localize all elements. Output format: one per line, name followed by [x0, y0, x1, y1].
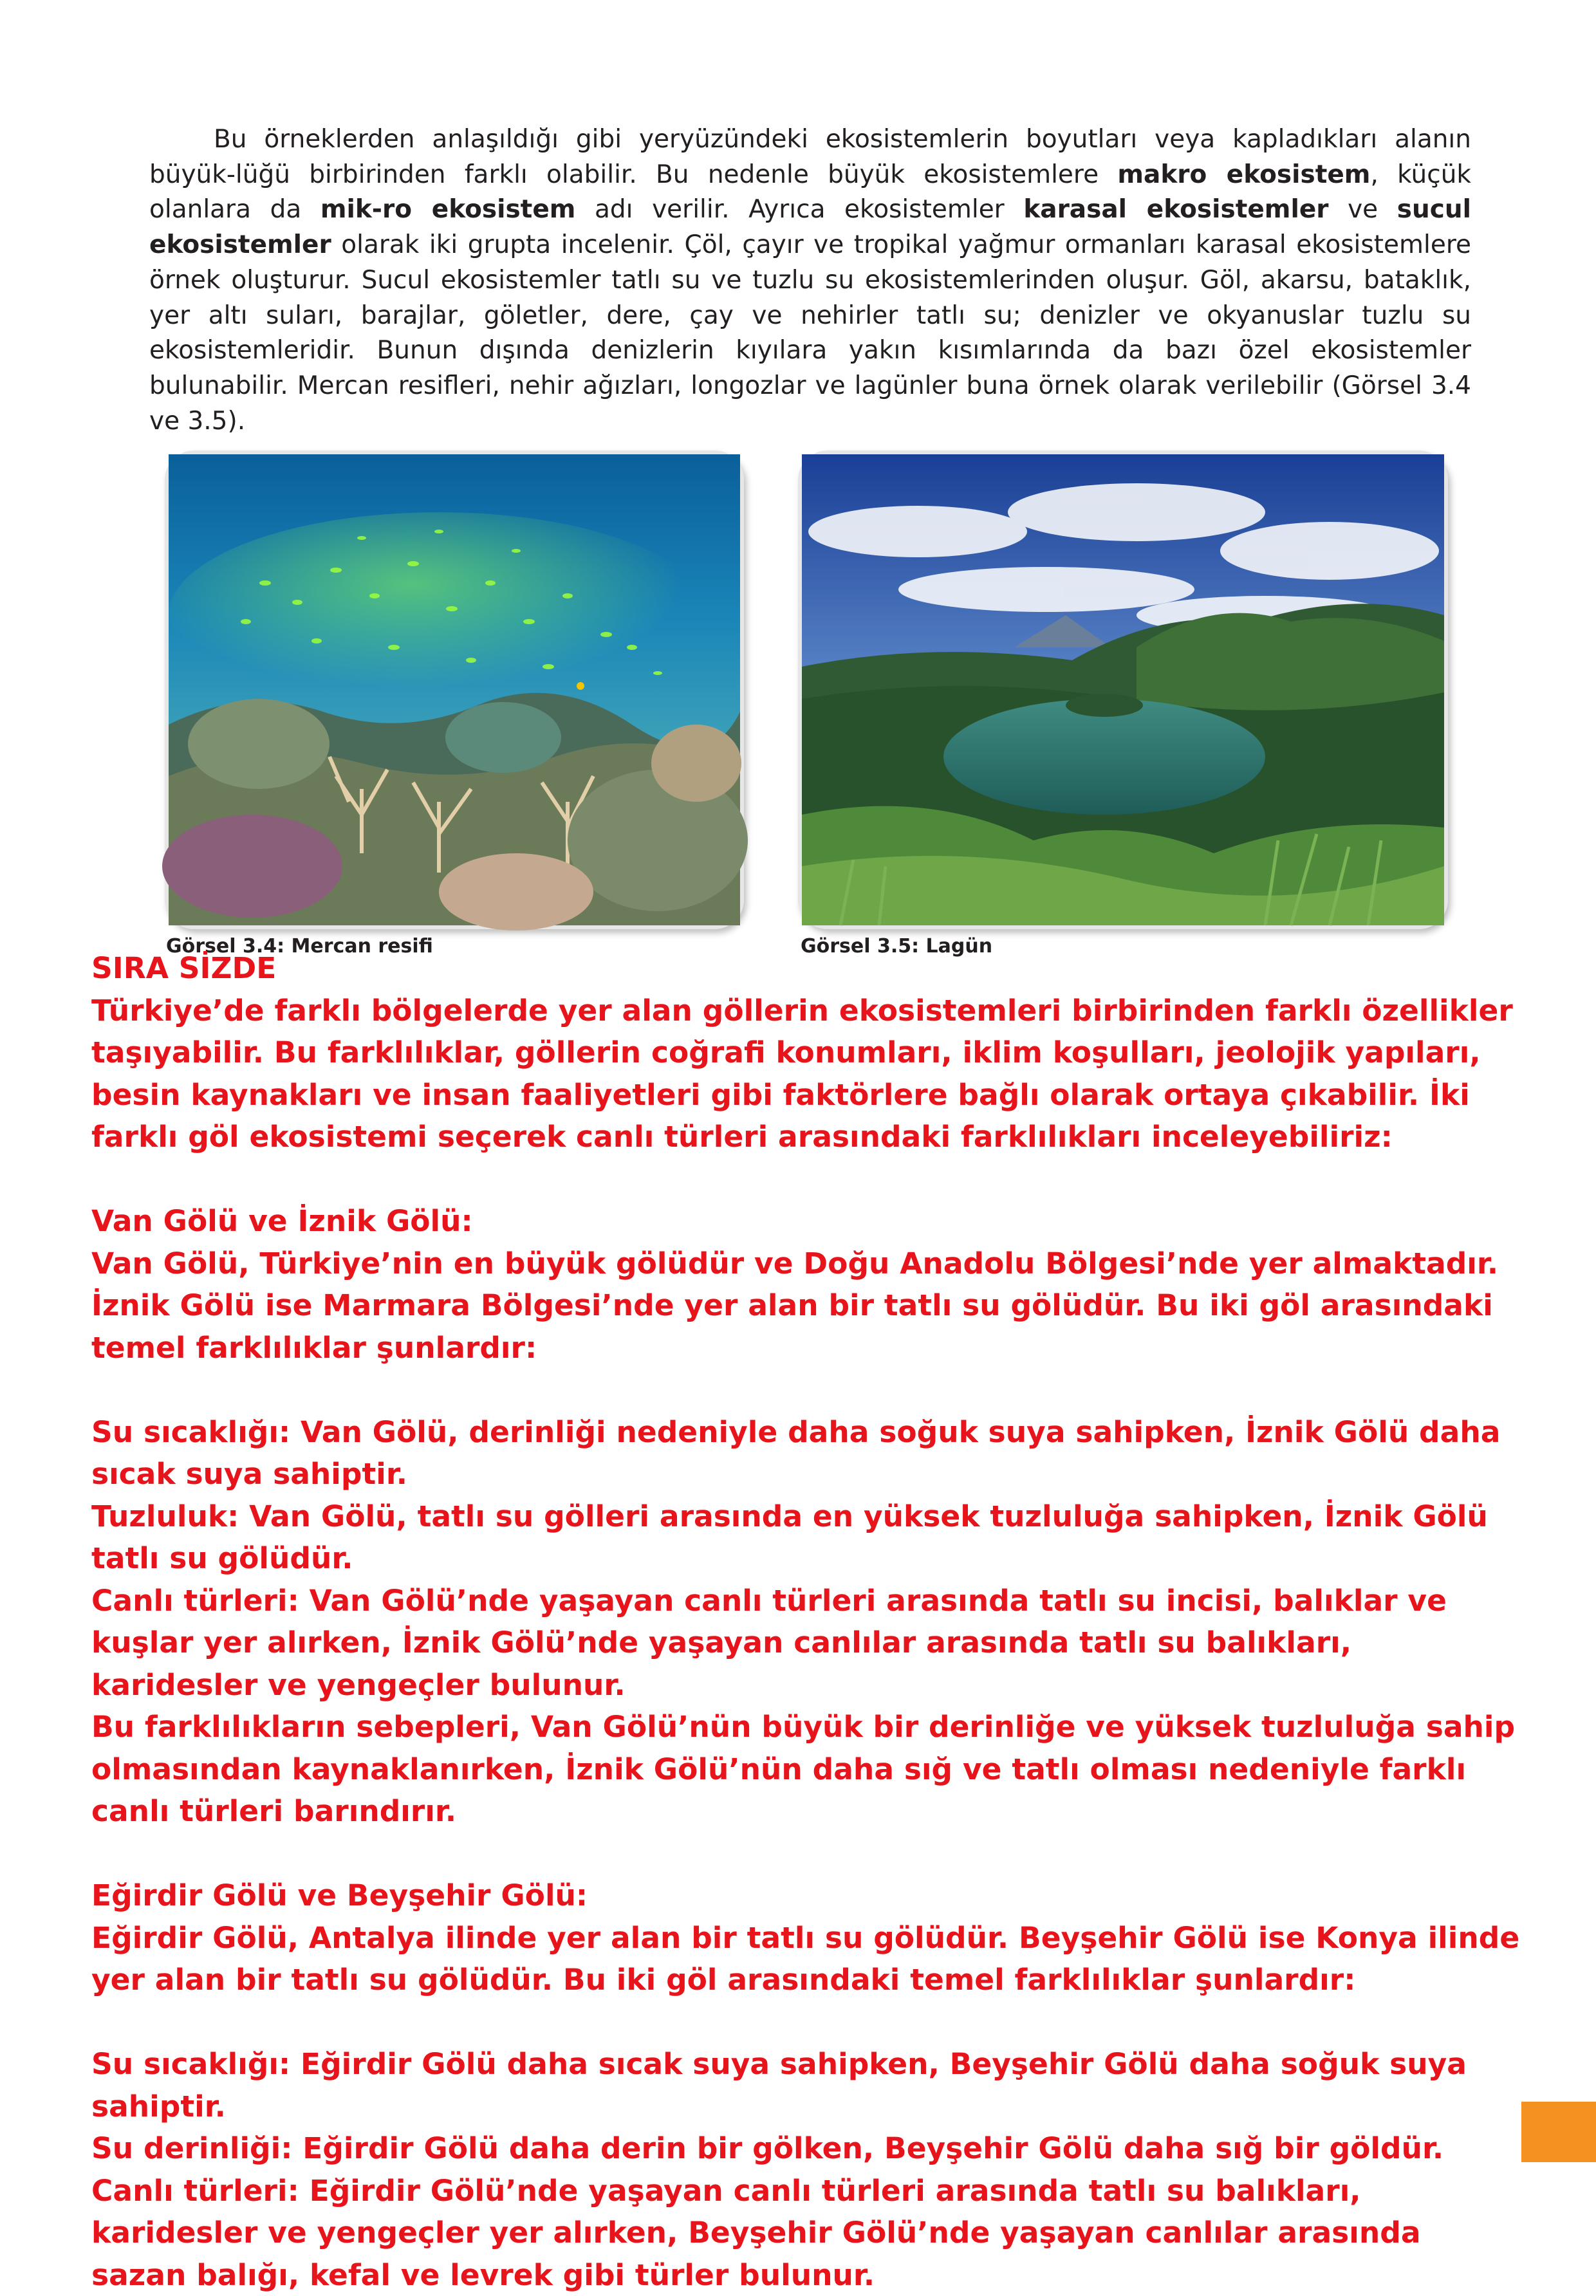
- pair1-species: Canlı türleri: Van Gölü’nde yaşayan canlı türleri arasında tatlı su incisi, balıklar ve kuşlar yer alırken, İznik Gölü’nde yaşayan canlılar arasında tatlı su balıkları, karidesler ve yengeçler bulunur.: [91, 1580, 1520, 1707]
- pair1-heading: Van Gölü ve İznik Gölü:: [91, 1200, 1520, 1243]
- pair2-depth: Su derinliği: Eğirdir Gölü daha derin bir gölken, Beyşehir Gölü daha sığ bir göldür.: [91, 2127, 1520, 2170]
- pair1-salinity: Tuzluluk: Van Gölü, tatlı su gölleri arasında en yüksek tuzluluğa sahipken, İznik Gölü tatlı su gölüdür.: [91, 1495, 1520, 1580]
- pair2-heading: Eğirdir Gölü ve Beyşehir Gölü:: [91, 1875, 1520, 1917]
- caption-left: Görsel 3.4: Mercan resifi: [166, 937, 433, 946]
- section-title: SIRA SİZDE: [91, 947, 1520, 990]
- pair2-intro: Eğirdir Gölü, Antalya ilinde yer alan bir tatlı su gölüdür. Beyşehir Gölü ise Konya ilinde yer alan bir tatlı su gölüdür. Bu iki göl arasındaki temel farklılıklar şunlardır:: [91, 1917, 1520, 2001]
- pair2-temperature: Su sıcaklığı: Eğirdir Gölü daha sıcak suya sahipken, Beyşehir Gölü daha soğuk suya sahiptir.: [91, 2043, 1520, 2127]
- coral-reef-photo: [165, 450, 744, 929]
- caption-right: Görsel 3.5: Lagün: [801, 937, 992, 946]
- page-edge-tab: [1521, 2102, 1596, 2162]
- intro-paragraph: Bu örneklerden anlaşıldığı gibi yeryüzündeki ekosistemlerin boyutları veya kapladıkları alanın büyük-lüğü birbirinden farklı olabilir. Bu nedenle büyük ekosistemlere makro ekosistem, küçük olanlara da mik-ro ekosistem adı verilir. Ayrıca ekosistemler karasal ekosistemler ve sucul ekosistemler olarak iki grupta incelenir. Çöl, çayır ve tropikal yağmur ormanları karasal ekosistemlere örnek oluşturur. Sucul ekosistemler tatlı su ve tuzlu su ekosistemlerinden oluşur. Göl, akarsu, bataklık, yer altı suları, barajlar, göletler, dere, çay ve nehirler tatlı su; denizler ve okyanuslar tuzlu su ekosistemleridir. Bunun dışında denizlerin kıyılara yakın kısımlarında da bazı özel ekosistemler bulunabilir. Mercan resifleri, nehir ağızları, longozlar ve lagünler buna örnek olarak verilebilir (Görsel 3.4 ve 3.5).: [149, 122, 1471, 439]
- pair1-intro: Van Gölü, Türkiye’nin en büyük gölüdür ve Doğu Anadolu Bölgesi’nde yer almaktadır. İznik Gölü ise Marmara Bölgesi’nde yer alan bir tatlı su gölüdür. Bu iki göl arasındaki temel farklılıklar şunlardır:: [91, 1243, 1520, 1369]
- pair2-species: Canlı türleri: Eğirdir Gölü’nde yaşayan canlı türleri arasında tatlı su balıkları, karidesler ve yengeçler yer alırken, Beyşehir Gölü’nde yaşayan canlılar arasında sazan balığı, kefal ve levrek gibi türler bulunur.: [91, 2170, 1520, 2296]
- pair1-temperature: Su sıcaklığı: Van Gölü, derinliği nedeniyle daha soğuk suya sahipken, İznik Gölü daha sıcak suya sahiptir.: [91, 1411, 1520, 1495]
- lagoon-photo: [798, 450, 1448, 929]
- sira-sizde-section: [91, 947, 1520, 2296]
- section-intro: Türkiye’de farklı bölgelerde yer alan göllerin ekosistemleri birbirinden farklı özellikler taşıyabilir. Bu farklılıklar, göllerin coğrafi konumları, iklim koşulları, jeolojik yapıları, besin kaynakları ve insan faaliyetleri gibi faktörlere bağlı olarak ortaya çıkabilir. İki farklı göl ekosistemi seçerek canlı türleri arasındaki farklılıkları inceleyebiliriz:: [91, 990, 1520, 1158]
- pair1-reason: Bu farklılıkların sebepleri, Van Gölü’nün büyük bir derinliğe ve yüksek tuzluluğa sahip olmasından kaynaklanırken, İznik Gölü’nün daha sığ ve tatlı olması nedeniyle farklı canlı türleri barındırır.: [91, 1706, 1520, 1833]
